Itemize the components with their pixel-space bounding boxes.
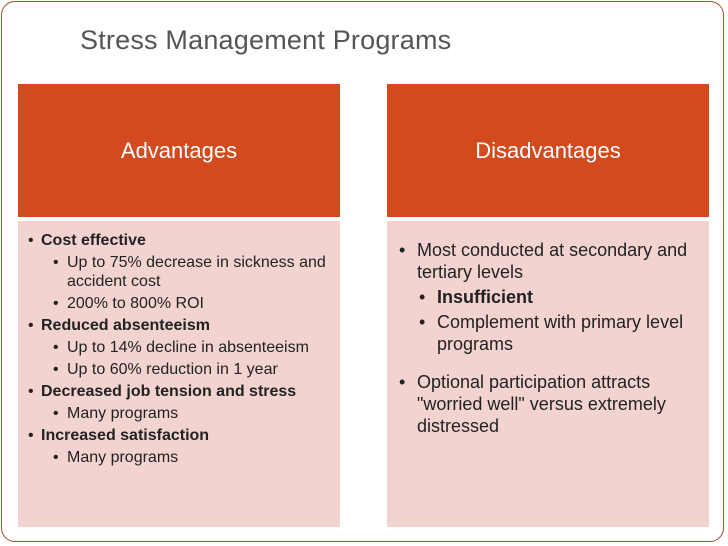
bullet-marker: • xyxy=(53,405,59,422)
sub-list-item-text: 200% to 800% ROI xyxy=(67,295,204,312)
bullet-marker: • xyxy=(419,312,426,332)
list-item-text: Increased satisfaction xyxy=(41,427,210,444)
list-item-text: Decreased job tension and stress xyxy=(41,383,297,400)
bullet-marker: • xyxy=(53,361,59,378)
sub-list-item-text: Many programs xyxy=(67,405,179,422)
sub-list-item xyxy=(41,253,340,291)
list-item xyxy=(28,231,340,313)
list-item xyxy=(399,371,709,437)
disadvantages-list xyxy=(399,239,709,437)
disadvantages-header-label: Disadvantages xyxy=(475,137,621,163)
bullet-marker: • xyxy=(399,372,406,392)
list-item xyxy=(28,382,340,423)
bullet-marker: • xyxy=(399,240,406,260)
advantages-list xyxy=(28,231,340,467)
sub-list-item xyxy=(417,311,709,355)
sub-list-item xyxy=(41,404,340,423)
advantages-list-panel xyxy=(18,221,340,527)
sub-list-item-text: Many programs xyxy=(67,449,179,466)
bullet-marker: • xyxy=(419,287,426,307)
advantages-header xyxy=(18,84,340,217)
list-item xyxy=(28,426,340,467)
disadvantages-list-panel xyxy=(387,221,709,527)
list-item xyxy=(28,316,340,379)
sub-list-item xyxy=(41,360,340,379)
bullet-marker: • xyxy=(28,317,34,334)
sub-list-item xyxy=(41,338,340,357)
sub-list-item-text: Up to 75% decrease in sickness and accident cost xyxy=(67,254,326,290)
disadvantages-header xyxy=(387,84,709,217)
sub-list-item xyxy=(41,448,340,467)
sub-list-item-text: Insufficient xyxy=(437,287,534,307)
list-item-text: Cost effective xyxy=(41,232,146,249)
sub-list-item-text: Complement with primary level programs xyxy=(437,312,684,354)
sub-list-item xyxy=(41,294,340,313)
bullet-marker: • xyxy=(28,427,34,444)
list-item-text: Reduced absenteeism xyxy=(41,317,210,334)
bullet-marker: • xyxy=(53,295,59,312)
sub-list-item-text: Up to 60% reduction in 1 year xyxy=(67,361,278,378)
advantages-header-label: Advantages xyxy=(120,137,238,163)
bullet-marker: • xyxy=(53,254,59,271)
bullet-marker: • xyxy=(53,339,59,356)
slide-title: Stress Management Programs xyxy=(80,25,452,55)
list-item-text: Optional participation attracts "worried well" versus extremely distressed xyxy=(417,372,666,436)
list-item xyxy=(399,239,709,355)
bullet-marker: • xyxy=(28,232,34,249)
sub-list-item xyxy=(417,286,709,308)
bullet-marker: • xyxy=(28,383,34,400)
bullet-marker: • xyxy=(53,449,59,466)
list-item-text: Most conducted at secondary and tertiary levels xyxy=(417,240,688,282)
sub-list-item-text: Up to 14% decline in absenteeism xyxy=(67,339,309,356)
